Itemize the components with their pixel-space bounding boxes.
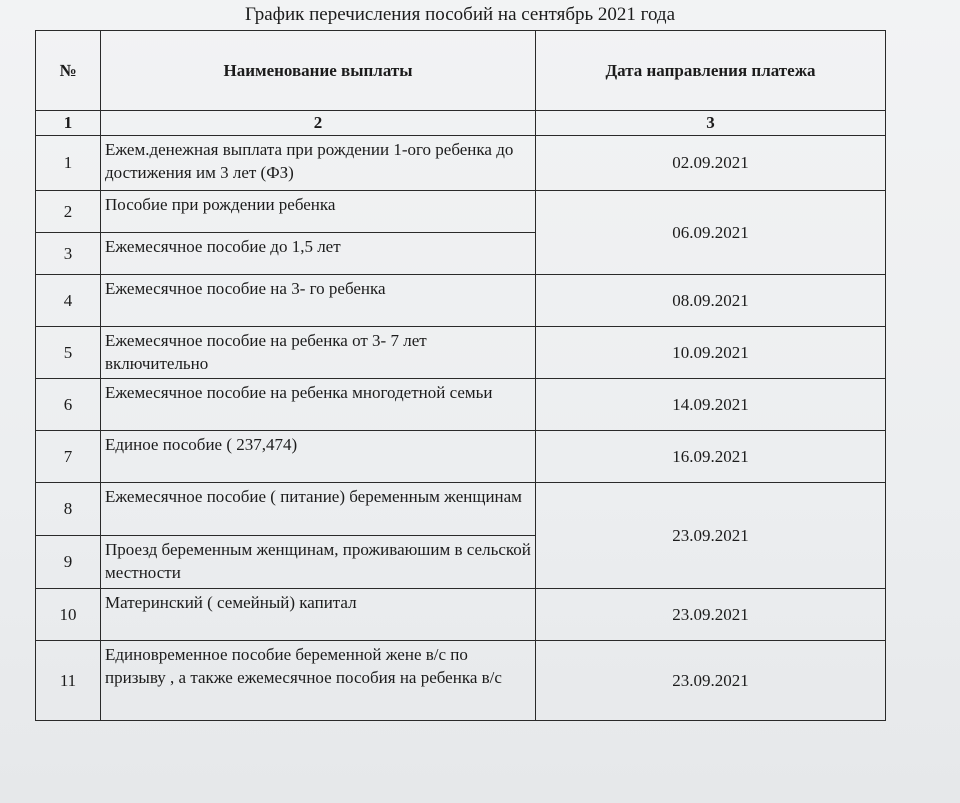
column-number-row bbox=[36, 111, 886, 136]
table-row bbox=[36, 483, 886, 536]
row-number: 11 bbox=[36, 641, 101, 721]
payment-date: 23.09.2021 bbox=[536, 589, 886, 641]
payment-date: 23.09.2021 bbox=[536, 641, 886, 721]
payment-date: 06.09.2021 bbox=[536, 191, 886, 275]
payment-name: Единовременное пособие беременной жене в/с по призыву , а также ежемесячное пособия на ребенка в/с bbox=[101, 641, 536, 721]
payment-date: 10.09.2021 bbox=[536, 327, 886, 379]
row-number: 10 bbox=[36, 589, 101, 641]
column-number: 2 bbox=[101, 111, 536, 136]
payment-name: Ежем.денежная выплата при рождении 1-ого ребенка до достижения им 3 лет (ФЗ) bbox=[101, 136, 536, 191]
row-number: 4 bbox=[36, 275, 101, 327]
payment-name: Ежемесячное пособие на ребенка многодетной семьи bbox=[101, 379, 536, 431]
table-row bbox=[36, 327, 886, 379]
payment-name: Материнский ( семейный) капитал bbox=[101, 589, 536, 641]
payment-name: Единое пособие ( 237,474) bbox=[101, 431, 536, 483]
table-row bbox=[36, 379, 886, 431]
payment-name: Ежемесячное пособие на 3- го ребенка bbox=[101, 275, 536, 327]
row-number: 9 bbox=[36, 536, 101, 589]
payment-date: 02.09.2021 bbox=[536, 136, 886, 191]
table-row bbox=[36, 136, 886, 191]
row-number: 5 bbox=[36, 327, 101, 379]
header-row bbox=[36, 31, 886, 111]
payment-name: Пособие при рождении ребенка bbox=[101, 191, 536, 233]
table-row bbox=[36, 589, 886, 641]
row-number: 6 bbox=[36, 379, 101, 431]
payment-name: Ежемесячное пособие ( питание) беременным женщинам bbox=[101, 483, 536, 536]
table-row bbox=[36, 275, 886, 327]
header-name: Наименование выплаты bbox=[101, 31, 536, 111]
payment-schedule-table bbox=[35, 30, 886, 721]
row-number: 7 bbox=[36, 431, 101, 483]
payment-date: 08.09.2021 bbox=[536, 275, 886, 327]
table-row bbox=[36, 431, 886, 483]
row-number: 8 bbox=[36, 483, 101, 536]
table-row bbox=[36, 191, 886, 233]
column-number: 1 bbox=[36, 111, 101, 136]
payment-name: Ежемесячное пособие на ребенка от 3- 7 лет включительно bbox=[101, 327, 536, 379]
row-number: 1 bbox=[36, 136, 101, 191]
payment-date: 14.09.2021 bbox=[536, 379, 886, 431]
payment-name: Проезд беременным женщинам, проживаюшим в сельской местности bbox=[101, 536, 536, 589]
row-number: 3 bbox=[36, 233, 101, 275]
column-number: 3 bbox=[536, 111, 886, 136]
header-date: Дата направления платежа bbox=[536, 31, 886, 111]
header-no: № bbox=[36, 31, 101, 111]
payment-name: Ежемесячное пособие до 1,5 лет bbox=[101, 233, 536, 275]
document-title: График перечисления пособий на сентябрь 2021 года bbox=[244, 4, 676, 25]
row-number: 2 bbox=[36, 191, 101, 233]
payment-date: 23.09.2021 bbox=[536, 483, 886, 589]
payment-date: 16.09.2021 bbox=[536, 431, 886, 483]
table-row bbox=[36, 641, 886, 721]
